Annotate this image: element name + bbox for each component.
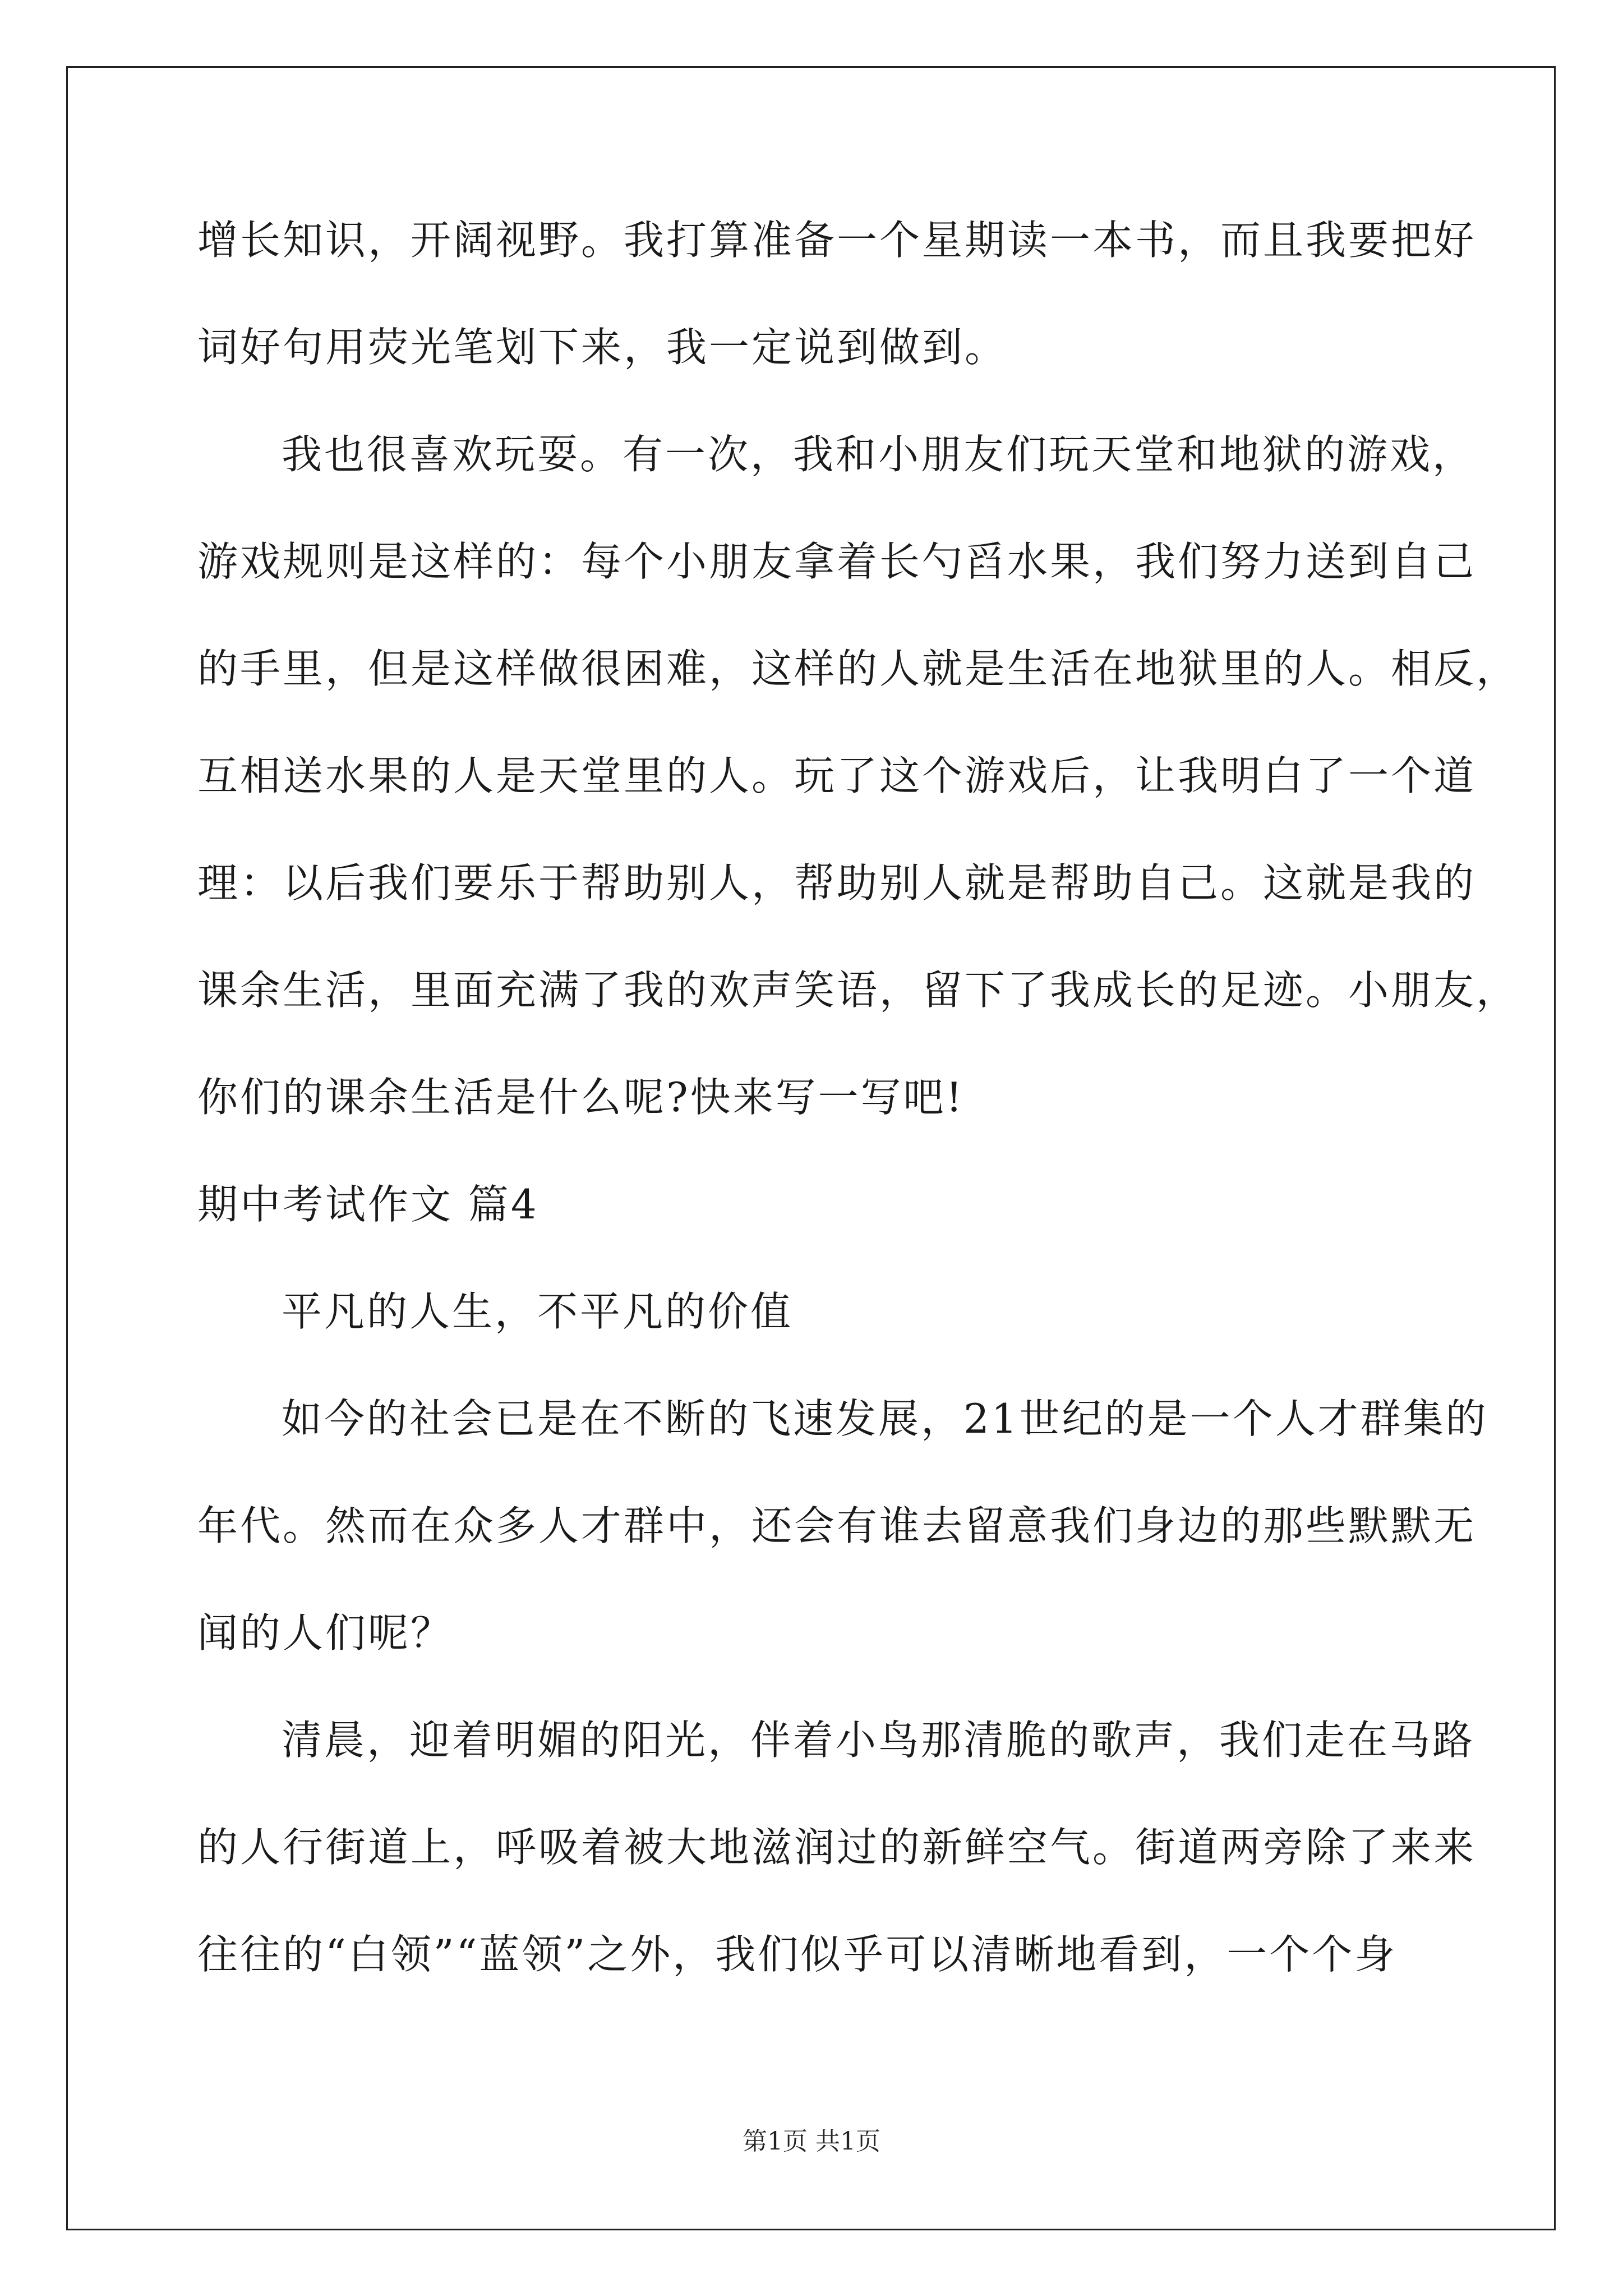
paragraph-line: 我也很喜欢玩耍。有一次，我和小朋友们玩天堂和地狱的游戏， (282, 431, 1476, 478)
page-footer: 第1页 共1页 (743, 2127, 880, 2156)
paragraph-line: 闻的人们呢？ (197, 1609, 454, 1657)
paragraph-line: 清晨，迎着明媚的阳光，伴着小鸟那清脆的歌声，我们走在马路 (282, 1717, 1476, 1764)
essay-title: 平凡的人生，不平凡的价值 (282, 1288, 794, 1335)
paragraph-line: 增长知识，开阔视野。我打算准备一个星期读一本书，而且我要把好 (197, 217, 1477, 264)
paragraph-line: 课余生活，里面充满了我的欢声笑语，留下了我成长的足迹。小朋友， (197, 967, 1519, 1014)
paragraph-line: 如今的社会已是在不断的飞速发展，21世纪的是一个人才群集的 (282, 1395, 1488, 1442)
section-heading: 期中考试作文 篇4 (197, 1181, 539, 1228)
paragraph-line: 词好句用荧光笔划下来，我一定说到做到。 (197, 324, 1008, 371)
document-body (197, 213, 1519, 2035)
paragraph-line: 的人行街道上，呼吸着被大地滋润过的新鲜空气。街道两旁除了来来 (197, 1824, 1477, 1871)
paragraph-line: 年代。然而在众多人才群中，还会有谁去留意我们身边的那些默默无 (197, 1502, 1477, 1549)
paragraph-line: 互相送水果的人是天堂里的人。玩了这个游戏后，让我明白了一个道 (197, 752, 1477, 799)
paragraph-line: 理：以后我们要乐于帮助别人，帮助别人就是帮助自己。这就是我的 (197, 859, 1477, 907)
paragraph-line: 往往的“白领”“蓝领”之外，我们似乎可以清晰地看到，一个个身 (197, 1931, 1398, 1978)
paragraph-line: 你们的课余生活是什么呢?快来写一写吧! (197, 1074, 965, 1121)
paragraph-line: 游戏规则是这样的：每个小朋友拿着长勺舀水果，我们努力送到自己 (197, 538, 1477, 585)
paragraph-line: 的手里，但是这样做很困难，这样的人就是生活在地狱里的人。相反， (197, 645, 1519, 692)
